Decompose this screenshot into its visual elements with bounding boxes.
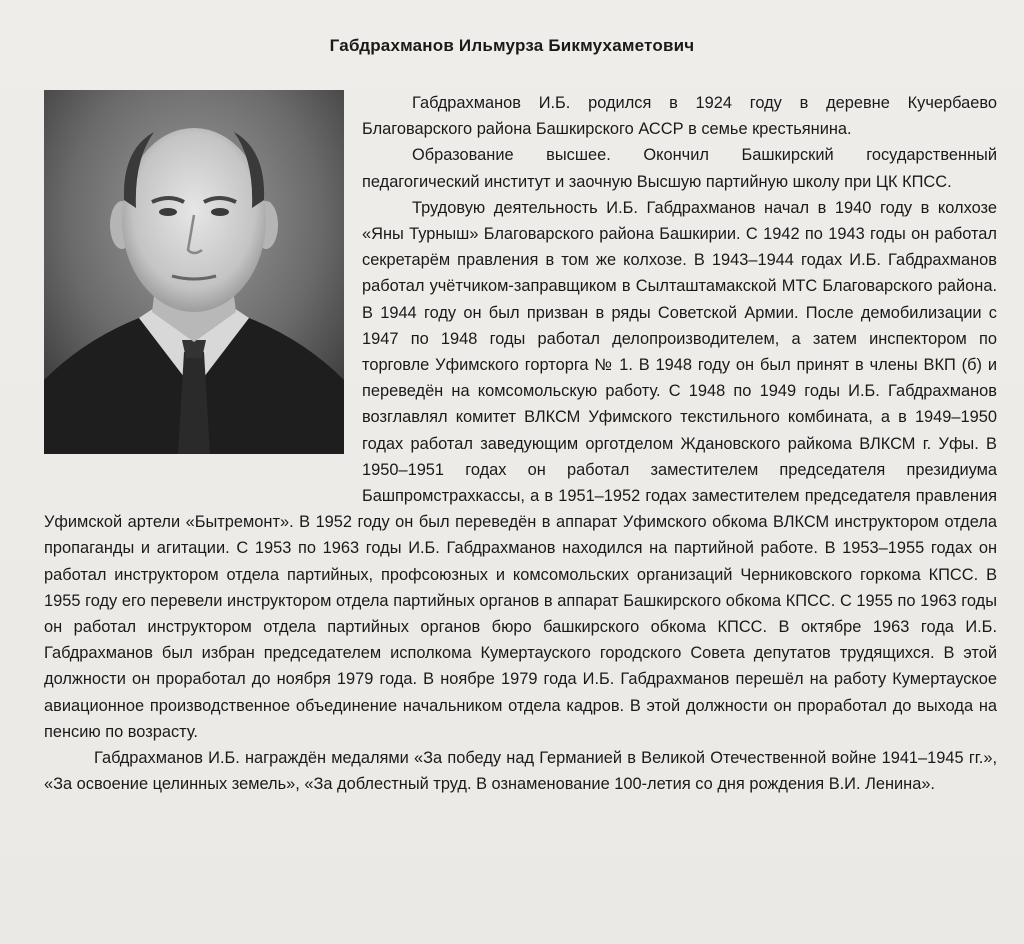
paragraph-birth: Габдрахманов И.Б. родился в 1924 году в деревне Кучербаево Благоварского района Башкирского АССР в семье крестьянина. <box>362 94 997 139</box>
paragraph-education: Образование высшее. Окончил Башкирский государственный педагогический институт и заочную Высшую партийную школу при ЦК КПСС. <box>362 146 997 191</box>
paragraph-career: Трудовую деятельность И.Б. Габдрахманов начал в 1940 году в колхозе «Яны Турныш» Благоварского района Башкирии. С 1942 по 1943 годы он работал секретарём правления в том же колхозе. В 1943–1944 годах И.Б. Габдрахманов работал учётчиком-заправщиком в Сылташтамакской МТС Благоварского района. В 1944 году он был призван в ряды Советской Армии. После демобилизации с 1947 по 1948 годы работал делопроизводителем, а затем инспектором по торговле Уфимского горторга № 1. В 1948 году он был принят в члены ВКП (б) и переведён на комсомольскую работу. С 1948 по 1949 годы И.Б. Габдрахманов возглавлял комитет ВЛКСМ Уфимского текстильного комбината, а в 1949–1950 годах работал заведующим орготделом Ждановского райкома ВЛКСМ г. Уфы. В 1950–1951 годах он работал заместителем председателя президиума Башпромстрахкассы, а в 1951–1952 годах заместителем председателя правления Уфимской артели «Бытремонт». В 1952 году он был переведён в аппарат Уфимского обкома ВЛКСМ инструктором отдела пропаганды и агитации. С 1953 по 1963 годы И.Б. Габдрахманов находился на партийной работе. В 1953–1955 годах он работал инструктором отдела партийных, профсоюзных и комсомольских организаций Черниковского горкома КПСС. В 1955 году его перевели инструктором отдела партийных органов в аппарат Башкирского обкома КПСС. С 1955 по 1963 годы он работал инструктором отдела партийных органов бюро башкирского обкома КПСС. В октябре 1963 года И.Б. Габдрахманов был избран председателем исполкома Кумертауского городского Совета депутатов трудящихся. В этой должности он проработал до ноября 1979 года. В ноябре 1979 года И.Б. Габдрахманов перешёл на работу Кумертауское авиационное производственное объединение начальником отдела кадров. В этой должности он проработал до выхода на пенсию по возрасту. <box>44 198 997 741</box>
photo-wrap-spacer <box>44 90 362 494</box>
biography-text <box>44 90 997 797</box>
paragraph-awards: Габдрахманов И.Б. награждён медалями «За победу над Германией в Великой Отечественной войне 1941–1945 гг.», «За освоение целинных земель», «За доблестный труд. В ознаменование 100-летия со дня рождения В.И. Ленина». <box>44 749 997 794</box>
page-title: Габдрахманов Ильмурза Бикмухаметович <box>329 36 695 55</box>
